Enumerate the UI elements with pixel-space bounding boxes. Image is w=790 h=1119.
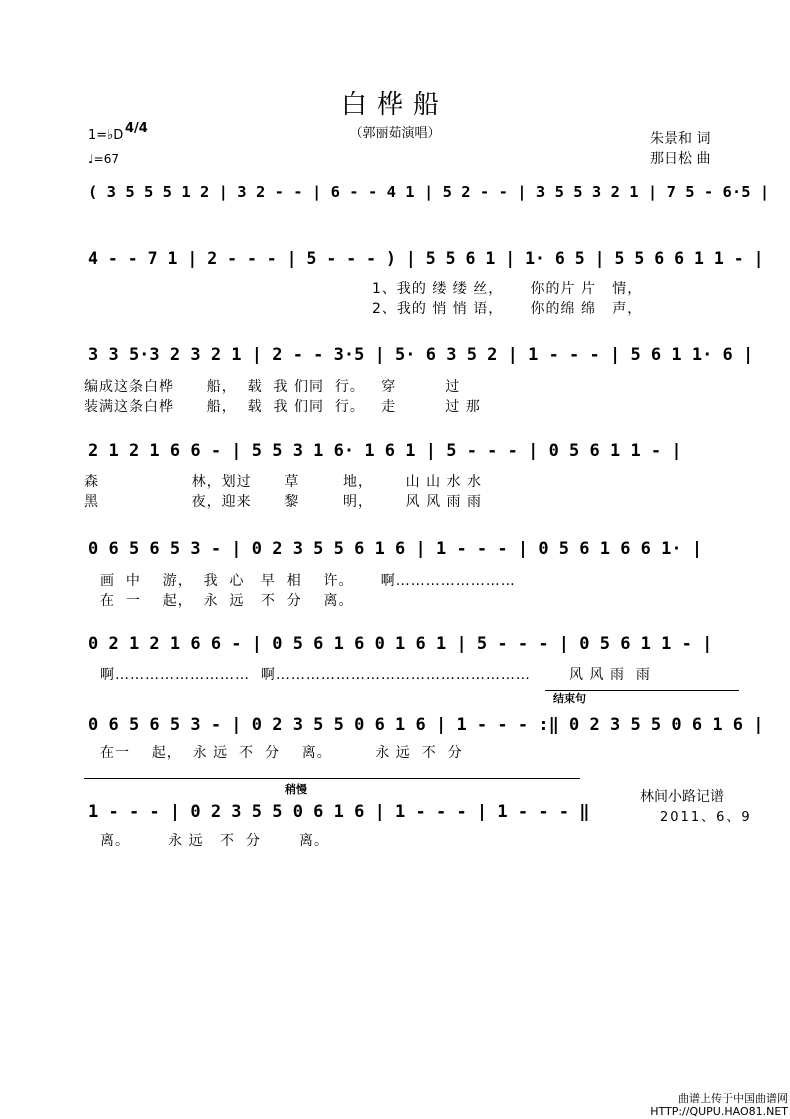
song-title: 白桦船 <box>340 90 449 120</box>
system-3-lyrics-verse1: 编成这条白桦 船， 载 我 们同 行。 穿 过 <box>84 379 461 395</box>
ending-label: 结束句 <box>553 692 586 705</box>
system-4-lyrics-verse2: 黑 夜，迎来 黎 明， 风 风 雨 雨 <box>84 494 483 510</box>
tempo-marking: ♩=67 <box>88 152 119 166</box>
time-signature: 4/4 <box>125 121 148 136</box>
composer: 那日松 曲 <box>650 151 711 167</box>
system-2-lyrics-verse1: 1、我的 缕 缕 丝， 你的片 片 情， <box>372 281 643 297</box>
system-6-lyrics: 啊……………………… 啊…………………………………………… 风 风 雨 雨 <box>100 667 651 683</box>
performer-note: （郭丽茹演唱） <box>349 126 441 141</box>
transcription-date: 2011、6、9 <box>660 810 752 825</box>
system-5-lyrics-verse1: 画 中 游， 我 心 早 相 许。 啊…………………… <box>100 573 516 589</box>
ending-bracket-continued <box>84 778 580 779</box>
system-6-notes: 0 2 1 2 1 6 6 - | 0 5 6 1 6 0 1 6 1 | 5 - - - | 0 5 6 1 1 - | <box>88 634 713 654</box>
lyricist: 朱景和 词 <box>650 131 711 147</box>
system-5-lyrics-verse2: 在 一 起， 永 远 不 分 离。 <box>100 593 354 609</box>
tempo-change-label: 稍慢 <box>285 783 307 796</box>
system-2-lyrics-verse2: 2、我的 悄 悄 语， 你的绵 绵 声， <box>372 301 643 317</box>
system-3-notes: 3 3 5·3 2 3 2 1 | 2 - - 3·5 | 5· 6 3 5 2 | 1 - - - | 5 6 1 1· 6 | <box>88 345 754 365</box>
system-4-lyrics-verse1: 森 林，划过 草 地， 山 山 水 水 <box>84 474 483 490</box>
system-1-notes: ( 3 5 5 5 1 2 | 3 2 - - | 6 - - 4 1 | 5 2 - - | 3 5 5 3 2 1 | 7 5 - 6·5 | <box>88 183 770 201</box>
system-8-lyrics: 离。 永 远 不 分 离。 <box>100 833 330 849</box>
system-7-lyrics: 在一 起， 永 远 不 分 离。 永 远 不 分 <box>100 745 463 761</box>
system-2-notes: 4 - - 7 1 | 2 - - - | 5 - - - ) | 5 5 6 1 | 1· 6 5 | 5 5 6 6 1 1 - | <box>88 249 764 268</box>
system-8-notes: 1 - - - | 0 2 3 5 5 0 6 1 6 | 1 - - - | 1 - - - ‖ <box>88 802 590 822</box>
key-signature: 1=♭D <box>88 128 124 143</box>
system-7-notes: 0 6 5 6 5 3 - | 0 2 3 5 5 0 6 1 6 | 1 - - - :‖ 0 2 3 5 5 0 6 1 6 | <box>88 715 764 735</box>
system-5-notes: 0 6 5 6 5 3 - | 0 2 3 5 5 6 1 6 | 1 - - - | 0 5 6 1 6 6 1· | <box>88 539 703 559</box>
ending-bracket <box>545 690 739 691</box>
system-4-notes: 2 1 2 1 6 6 - | 5 5 3 1 6· 1 6 1 | 5 - - - | 0 5 6 1 1 - | <box>88 441 682 461</box>
site-footer: 曲谱上传于中国曲谱网 HTTP://QUPU.HAO81.NET <box>650 1092 788 1118</box>
transcriber-credit: 林间小路记谱 <box>640 789 724 805</box>
system-3-lyrics-verse2: 装满这条白桦 船， 载 我 们同 行。 走 过 那 <box>84 399 481 415</box>
